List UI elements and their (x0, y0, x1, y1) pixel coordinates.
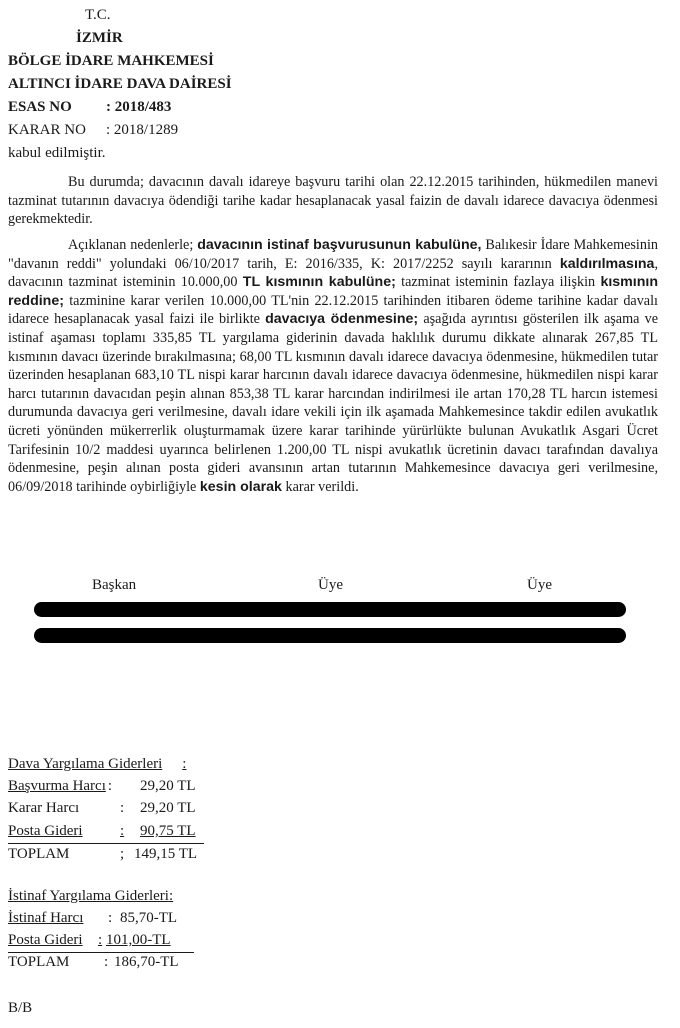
karar-value: : 2018/1289 (106, 122, 179, 138)
member-label-2: Üye (527, 577, 552, 593)
continued-text: kabul edilmiştir. (8, 145, 106, 161)
ruling-bold-1: davacının istinaf başvurusunun kabulüne, (197, 237, 482, 253)
esas-value: : 2018/483 (106, 99, 172, 115)
karar-number-row (8, 119, 232, 142)
ruling-text-5: tazminine karar verilen 10.000,00 TL'nin 22.12.2015 tarihinden itibaren ödeme tarihine kadar davalı idarece hesaplanacak yasal faizi ile birlikte (8, 292, 658, 328)
ruling-bold-2: kaldırılmasına (559, 255, 655, 272)
appeal-total-row: TOPLAM : 186,70-TL (8, 954, 179, 970)
paragraph-ruling (8, 236, 658, 496)
redaction-bar-1 (34, 602, 626, 617)
president-label: Başkan (92, 577, 137, 593)
cost-row: İstinaf Harcı : 85,70-TL (8, 910, 178, 926)
ruling-text-6: aşağıda ayrıntısı gösterilen ilk aşama ve istinaf aşaması toplamı 335,85 TL yargılama giderinin davada haklılık durumu dikkate alınarak 267,85 TL kısmının davacı üzerinde bırakılmasına; 68,00 TL kısmının davalı idarece davacıya ödenmesine, hükmedilen tutar üzerinden hesaplanan 683,10 TL nispi karar harcının davalı idarece davacıya ödenmesine, hükmedilen nispi karar harcı tutarının davacıdan peşin alınan 853,38 TL karar harcından indirilmesi ile artan 170,28 TL harcın istemesi durumunda davacıya geri verilmesine, davalı idare vekili için ilk aşamada Mahkemesince takdir edilen avukatlık ücreti yönünden mükerrerlik oluşturmamak üzere karar tarihinde yürürlükte bulunan Avukatlık Asgari Ücret Tarifesinin 10/2 maddesi uyarınca belirlenen 1.200,00 TL nispi avukatlık ücretinin davacı tarafından davalıya ödenmesine, peşin alınan posta gideri avansının artan tutarının Mahkemesince davacıya geri verilmesine, 06/09/2018 tarihinde oybirliğiyle (8, 311, 658, 495)
document-header (8, 4, 232, 165)
esas-number-row (8, 96, 232, 119)
member-label-1: Üye (318, 577, 343, 593)
esas-label: ESAS NO (8, 99, 72, 115)
cost-row: Başvurma Harcı : 29,20 TL (8, 778, 196, 794)
ruling-bold-4: kısmının reddine; (8, 274, 658, 309)
paragraph-conclusion (8, 173, 658, 229)
footer-initials: B/B (8, 1000, 33, 1016)
cost-row: Posta Gideri : 90,75 TL (8, 823, 196, 839)
ruling-bold-3: TL kısmının kabulüne; (242, 274, 396, 291)
city-name: İZMİR (76, 30, 123, 46)
cost-total-row: TOPLAM ; 149,15 TL (8, 846, 198, 862)
total-divider (8, 843, 204, 844)
redaction-bar-2 (34, 628, 626, 643)
ruling-text-1: Açıklanan nedenlerle; (68, 237, 198, 253)
chamber-name: ALTINCI İDARE DAVA DAİRESİ (8, 76, 232, 92)
first-instance-costs-title: Dava Yargılama Giderleri : (8, 756, 187, 772)
cost-row: Karar Harcı : 29,20 TL (8, 800, 196, 816)
republic-label: T.C. (85, 7, 111, 23)
ruling-text-7: karar verildi. (281, 478, 359, 495)
appeal-total-divider (8, 952, 194, 953)
ruling-bold-6: kesin olarak (199, 478, 282, 495)
appeal-costs-title: İstinaf Yargılama Giderleri: (8, 888, 174, 904)
karar-label: KARAR NO (8, 122, 86, 138)
ruling-text-4: tazminat isteminin fazlaya ilişkin (395, 274, 601, 291)
ruling-text-3: , davacının tazminat isteminin 10.000,00 (8, 255, 658, 291)
court-name: BÖLGE İDARE MAHKEMESİ (8, 53, 214, 69)
ruling-text-2: Balıkesir İdare Mahkemesinin "davanın reddi" yolundaki 06/10/2017 tarih, E: 2016/335, K: 2017/2252 sayılı kararının (8, 237, 658, 272)
cost-row: Posta Gideri : 101,00-TL (8, 932, 171, 948)
paragraph-conclusion-text: Bu durumda; davacının davalı idareye başvuru tarihi olan 22.12.2015 tarihinden, hükmedilen manevi tazminat tutarının davacıya ödendiği tarihe kadar hesaplanacak yasal faizin de davalı idarece davacıya ödenmesi gerekmektedir. (8, 174, 658, 228)
ruling-bold-5: davacıya ödenmesine; (265, 311, 419, 328)
